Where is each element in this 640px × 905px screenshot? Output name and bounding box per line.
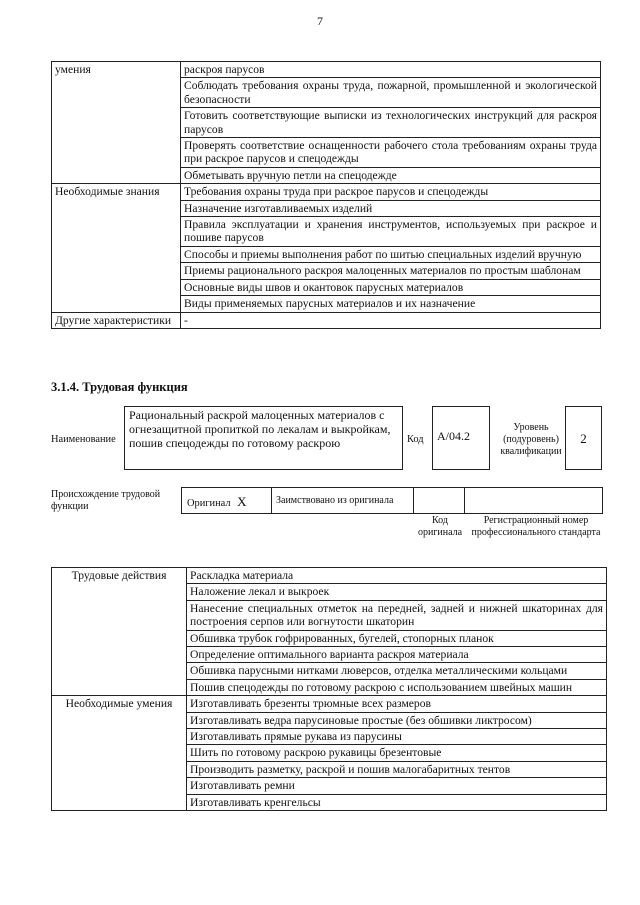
table-cell: Приемы рационального раскроя малоценных материалов по простым шаблонам [181, 263, 601, 279]
row-label: умения [52, 62, 181, 184]
table-cell: Готовить соответствующие выписки из технологических инструкций для раскроя парусов [181, 108, 601, 138]
level-box [565, 406, 602, 470]
table-row [52, 568, 607, 584]
original-box [181, 487, 272, 514]
skills-knowledge-table [51, 61, 601, 329]
reg-number-box [464, 487, 603, 514]
table-cell: Соблюдать требования охраны труда, пожарной, промышленной и экологической безопасности [181, 78, 601, 108]
table-cell: Изготавливать брезенты трюмные всех размеров [187, 696, 607, 712]
table-cell: Производить разметку, раскрой и пошив малогабаритных тентов [187, 761, 607, 777]
function-name-box [124, 406, 403, 470]
table-cell: Наложение лекал и выкроек [187, 584, 607, 600]
table-cell: Определение оптимального варианта раскроя материала [187, 647, 607, 663]
row-label: Другие характеристики [52, 312, 181, 328]
table-cell: Виды применяемых парусных материалов и их назначение [181, 296, 601, 312]
table-cell: Основные виды швов и окантовок парусных материалов [181, 279, 601, 295]
name-label: Наименование [51, 434, 116, 445]
table-cell: Нанесение специальных отметок на передней, задней и нижней шкаторинах для построения серпов или вогнутости шкаторин [187, 600, 607, 630]
page-number: 7 [317, 14, 323, 28]
level-label: Уровень (подуровень) квалификации [500, 422, 562, 457]
table-cell: Изготавливать ведра парусиновые простые (без обшивки ликтросом) [187, 712, 607, 728]
labor-actions-table [51, 567, 607, 811]
original-label: Оригинал [187, 498, 231, 509]
table-cell: Обметывать вручную петли на спецодежде [181, 167, 601, 183]
row-label: Необходимые умения [52, 696, 187, 811]
table-row [52, 184, 601, 200]
table-cell: Проверять соответствие оснащенности рабочего стола требованиям охраны труда при раскрое парусов и спецодежды [181, 138, 601, 168]
original-mark: X [237, 494, 247, 509]
level-value: 2 [580, 431, 587, 446]
origin-label: Происхождение трудовой функции [51, 489, 161, 512]
table-cell: Изготавливать прямые рукава из парусины [187, 729, 607, 745]
code-original-caption: Код оригинала [417, 515, 463, 538]
table-cell: Изготавливать ремни [187, 778, 607, 794]
table-cell: Обшивка трубок гофрированных, бугелей, стопорных планок [187, 630, 607, 646]
reg-number-caption: Регистрационный номер профессионального стандарта [471, 515, 601, 538]
table-cell: Способы и приемы выполнения работ по шитью специальных изделий вручную [181, 246, 601, 262]
code-original-box [413, 487, 465, 514]
table-cell: Пошив спецодежды по готовому раскрою с использованием швейных машин [187, 679, 607, 695]
table-cell: Назначение изготавливаемых изделий [181, 200, 601, 216]
code-value: А/04.2 [437, 429, 470, 443]
code-label: Код [407, 434, 424, 445]
row-label: Необходимые знания [52, 184, 181, 312]
code-box [432, 406, 490, 470]
table-cell: Шить по готовому раскрою рукавицы брезентовые [187, 745, 607, 761]
table-cell: - [181, 312, 601, 328]
borrowed-label: Заимствовано из оригинала [276, 495, 394, 506]
table-cell: Изготавливать кренгельсы [187, 794, 607, 810]
table-cell: Требования охраны труда при раскрое парусов и спецодежды [181, 184, 601, 200]
borrowed-box [271, 487, 414, 514]
table-row [52, 696, 607, 712]
section-heading: 3.1.4. Трудовая функция [51, 380, 188, 394]
table-cell: Правила эксплуатации и хранения инструментов, используемых при раскрое и пошиве парусов [181, 217, 601, 247]
table-cell: раскроя парусов [181, 62, 601, 78]
function-name: Рациональный раскрой малоценных материалов с огнезащитной пропиткой по лекалам и выкройкам, пошив спецодежды по готовому раскрою [129, 408, 391, 450]
row-label: Трудовые действия [52, 568, 187, 696]
table-row [52, 62, 601, 78]
table-row [52, 312, 601, 328]
table-cell: Обшивка парусными нитками люверсов, отделка металлическими кольцами [187, 663, 607, 679]
table-cell: Раскладка материала [187, 568, 607, 584]
